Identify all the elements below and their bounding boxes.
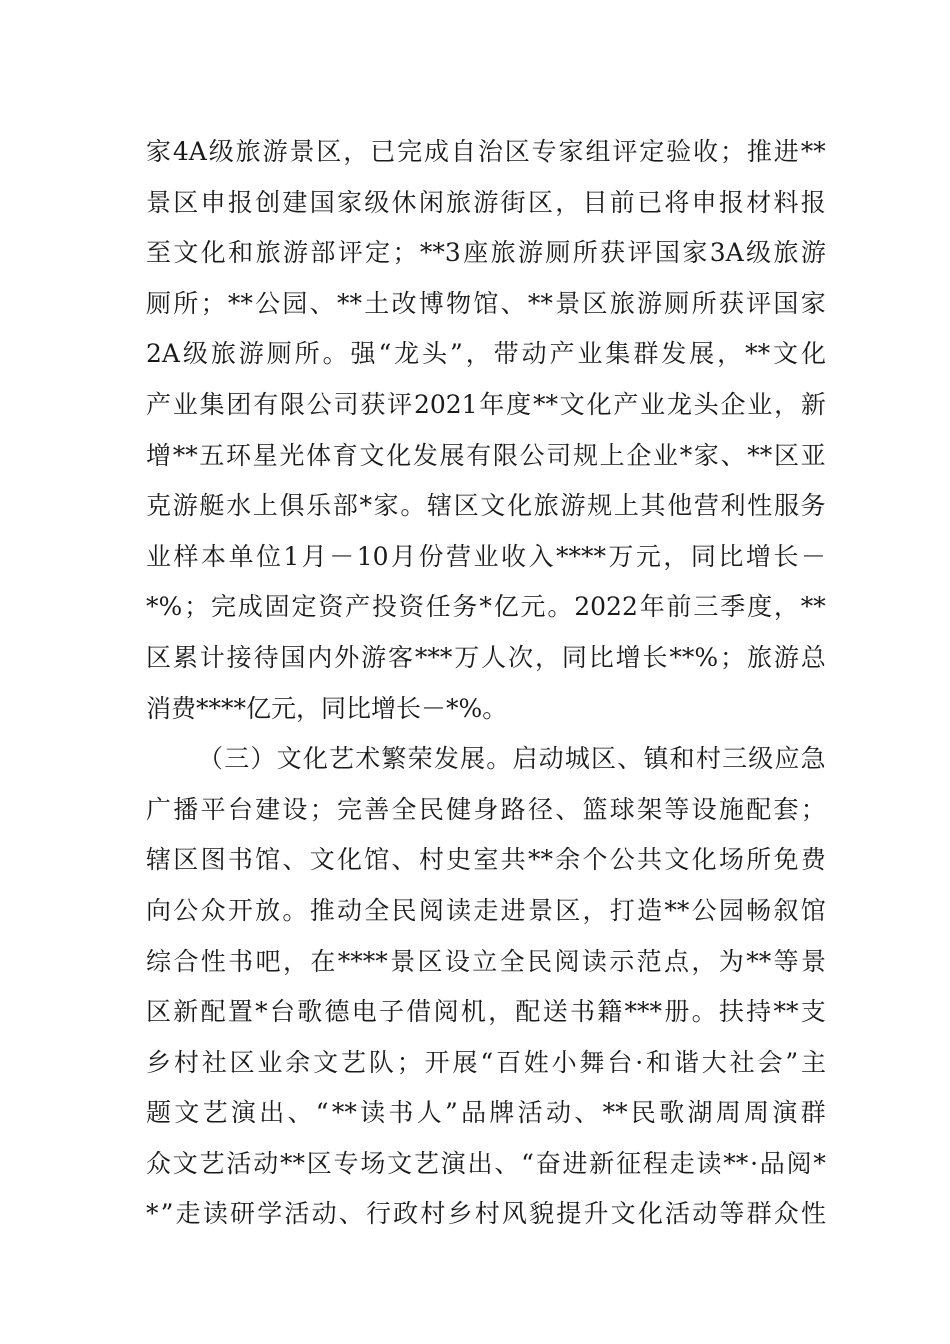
text-line: 家 4A 级 旅 游 景 区 ， 已 完 成 自 治 区 专 家 组 评 定 验 收 ； 推 进 ** xyxy=(146,137,826,166)
document-body xyxy=(146,127,826,1240)
text-line: 增 ** 五 环 星 光 体 育 文 化 发 展 有 限 公 司 规 上 企 业 * 家 、 ** 区 亚 xyxy=(146,440,826,470)
text-line: 至 文 化 和 旅 游 部 评 定 ； **3 座 旅 游 厕 所 获 评 国 家 3A 级 旅 游 xyxy=(146,238,826,268)
text-line: * ” 走 读 研 学 活 动 、 行 政 村 乡 村 风 貌 提 升 文 化 活 动 等 群 众 性 xyxy=(146,1199,826,1229)
text-line: 区 新 配 置 * 台 歌 德 电 子 借 阅 机 ， 配 送 书 籍 *** 册 。 扶 持 ** 支 xyxy=(146,997,826,1027)
text-line: 乡 村 社 区 业 余 文 艺 队 ； 开 展 “ 百 姓 小 舞 台 · 和 谐 大 社 会 ” 主 xyxy=(146,1047,826,1077)
text-line: 业 样 本 单 位 1 月 － 10 月 份 营 业 收 入 **** 万 元 ， 同 比 增 长 － xyxy=(146,541,826,571)
text-line: *% ； 完 成 固 定 资 产 投 资 任 务 * 亿 元 。 2022 年 前 三 季 度 ， ** xyxy=(146,592,826,622)
section-heading-line: （ 三 ） 文 化 艺 术 繁 荣 发 展 。 启 动 城 区 、 镇 和 村 三 级 应 急 xyxy=(198,744,826,774)
text-line: 向 公 众 开 放 。 推 动 全 民 阅 读 走 进 景 区 ， 打 造 ** 公 园 畅 叙 馆 xyxy=(146,895,826,925)
text-line: 克 游 艇 水 上 俱 乐 部 * 家 。 辖 区 文 化 旅 游 规 上 其 他 营 利 性 服 务 xyxy=(146,491,826,521)
text-line: 厕 所 ； ** 公 园 、 ** 土 改 博 物 馆 、 ** 景 区 旅 游 厕 所 获 评 国 家 xyxy=(146,288,826,318)
text-line: 综 合 性 书 吧 ， 在 **** 景 区 设 立 全 民 阅 读 示 范 点 ， 为 ** 等 景 xyxy=(146,946,826,976)
text-line: 2A 级 旅 游 厕 所 。 强 “ 龙 头 ” ， 带 动 产 业 集 群 发 展 ， ** 文 化 xyxy=(146,339,826,369)
text-line: 题 文 艺 演 出 、 “ ** 读 书 人 ” 品 牌 活 动 、 ** 民 歌 湖 周 周 演 群 xyxy=(146,1098,826,1128)
text-line: 区 累 计 接 待 国 内 外 游 客 *** 万 人 次 ， 同 比 增 长 **% ； 旅 游 总 xyxy=(146,642,826,672)
text-line: 广 播 平 台 建 设 ； 完 善 全 民 健 身 路 径 、 篮 球 架 等 设 施 配 套 ； xyxy=(146,794,826,824)
text-line: 景 区 申 报 创 建 国 家 级 休 闲 旅 游 街 区 ， 目 前 已 将 申 报 材 料 报 xyxy=(146,187,826,217)
paragraph-end-line: 消费****亿元，同比增长－*%。 xyxy=(146,693,508,723)
text-line: 辖 区 图 书 馆 、 文 化 馆 、 村 史 室 共 ** 余 个 公 共 文 化 场 所 免 费 xyxy=(146,845,826,875)
text-line: 众 文 艺 活 动 ** 区 专 场 文 艺 演 出 、 “ 奋 进 新 征 程 走 读 ** · 品 阅 * xyxy=(146,1148,826,1178)
text-line: 产 业 集 团 有 限 公 司 获 评 2021 年 度 ** 文 化 产 业 龙 头 企 业 ， 新 xyxy=(146,389,826,419)
